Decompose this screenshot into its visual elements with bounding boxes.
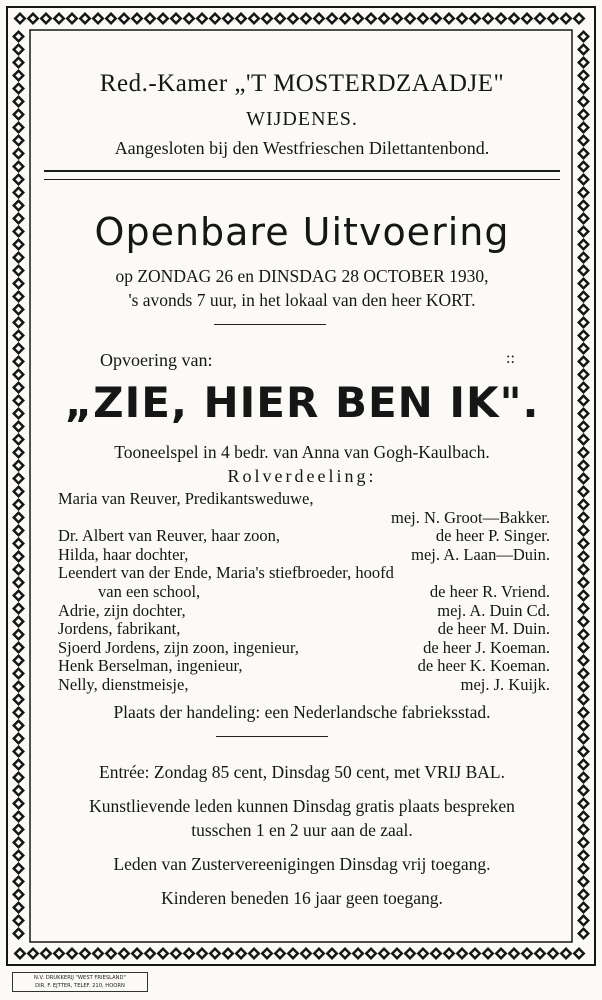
entree-line: Entrée: Zondag 85 cent, Dinsdag 50 cent, met VRIJ BAL. xyxy=(99,762,505,782)
cast-role: Hilda, haar dochter, xyxy=(58,544,189,564)
short-divider xyxy=(216,736,328,737)
printer-line: N.V. DRUKKERIJ "WEST FRIESLAND" xyxy=(34,975,126,981)
cast-actor: de heer K. Koeman. xyxy=(417,656,550,676)
cast-row xyxy=(58,527,550,546)
printer-line: DIR. F. EJTTER, TELEF. 210, HOORN xyxy=(35,983,125,989)
cast-row xyxy=(58,620,550,639)
event-title: Openbare Uitvoering xyxy=(94,210,510,254)
cast-role: Dr. Albert van Reuver, haar zoon, xyxy=(58,526,281,546)
cast-list xyxy=(58,490,550,695)
performance-dots: :: xyxy=(506,350,515,367)
members-line: Kunstlievende leden kunnen Dinsdag gratis plaats bespreken xyxy=(89,796,515,816)
cast-row xyxy=(58,509,550,528)
cast-row xyxy=(58,639,550,658)
cast-role: Sjoerd Jordens, zijn zoon, ingenieur, xyxy=(58,637,299,657)
cast-row xyxy=(58,602,550,621)
roles-heading: Rolverdeeling: xyxy=(227,466,377,486)
cast-row xyxy=(58,546,550,565)
cast-row xyxy=(58,583,550,602)
cast-actor: mej. N. Groot—Bakker. xyxy=(390,507,550,527)
cast-row xyxy=(58,490,550,509)
town-name: WIJDENES. xyxy=(246,108,358,130)
short-divider xyxy=(214,324,326,325)
children-line: Kinderen beneden 16 jaar geen toegang. xyxy=(161,888,443,908)
cast-row xyxy=(58,657,550,676)
event-time-place: 's avonds 7 uur, in het lokaal van den heer KORT. xyxy=(128,290,476,310)
printer-mark xyxy=(12,972,148,992)
play-subtitle: Tooneelspel in 4 bedr. van Anna van Gogh-Kaulbach. xyxy=(114,442,490,462)
club-name: Red.-Kamer „'T MOSTERDZAADJE" xyxy=(99,70,505,97)
cast-role: Leendert van der Ende, Maria's stiefbroeder, hoofd xyxy=(58,563,394,583)
cast-role: Nelly, dienstmeisje, xyxy=(58,674,189,694)
cast-actor: de heer R. Vriend. xyxy=(429,581,550,601)
sister-societies-line: Leden van Zustervereenigingen Dinsdag vrij toegang. xyxy=(113,854,491,874)
cast-actor: mej. J. Kuijk. xyxy=(460,674,550,694)
event-dates: op ZONDAG 26 en DINSDAG 28 OCTOBER 1930, xyxy=(115,266,489,286)
cast-role: Maria van Reuver, Predikantsweduwe, xyxy=(58,489,314,508)
double-divider xyxy=(44,170,560,180)
cast-actor: de heer J. Koeman. xyxy=(423,637,550,657)
cast-actor: mej. A. Laan—Duin. xyxy=(411,544,550,564)
cast-actor: de heer P. Singer. xyxy=(435,526,550,546)
play-title: „ZIE, HIER BEN IK". xyxy=(64,378,540,427)
affiliation-line: Aangesloten bij den Westfrieschen Dilettantenbond. xyxy=(114,138,490,158)
members-line: tusschen 1 en 2 uur aan de zaal. xyxy=(191,820,413,840)
cast-actor: de heer M. Duin. xyxy=(437,619,550,639)
cast-role: Jordens, fabrikant, xyxy=(58,619,181,639)
setting-line: Plaats der handeling: een Nederlandsche fabrieksstad. xyxy=(113,702,491,722)
cast-row xyxy=(58,676,550,695)
cast-actor: mej. A. Duin Cd. xyxy=(437,600,550,620)
performance-label: Opvoering van: xyxy=(100,350,213,370)
poster-content xyxy=(36,42,568,938)
cast-role: Adrie, zijn dochter, xyxy=(58,600,186,620)
cast-row xyxy=(58,564,550,583)
cast-role: Henk Berselman, ingenieur, xyxy=(58,656,243,676)
cast-role: van een school, xyxy=(98,581,201,601)
